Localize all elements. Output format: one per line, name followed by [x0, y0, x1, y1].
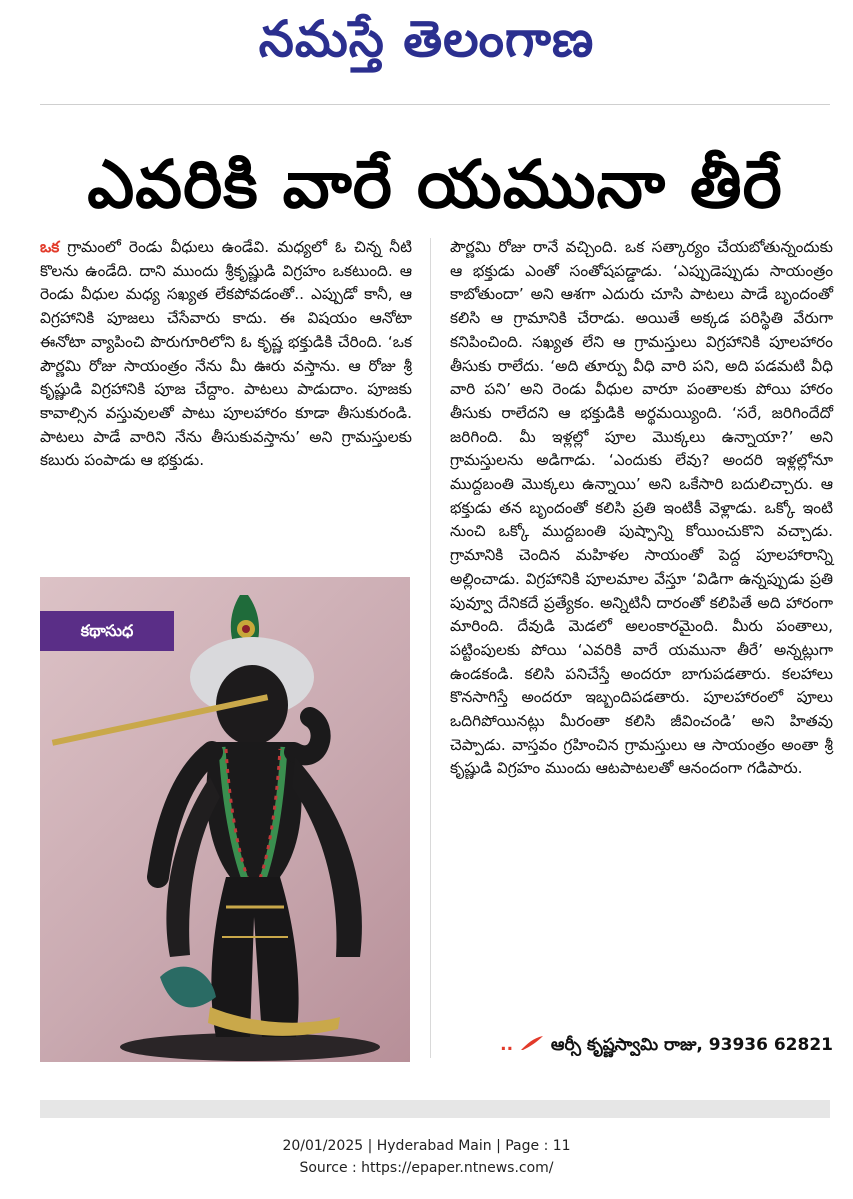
- article-column-right: [450, 236, 833, 781]
- footer-source: Source : https://epaper.ntnews.com/: [299, 1160, 554, 1176]
- byline-dots: ..: [500, 1035, 514, 1055]
- left-column-text: గ్రామంలో రెండు వీధులు ఉండేవి. మధ్యలో ఓ చిన్న నీటి కొలను ఉండేది. దాని ముందు శ్రీకృష్ణుడి విగ్రహం ఒకటుంది. ఆ రెండు వీధుల మధ్య సఖ్యత లేకపోవడంతో.. ఎప్పుడో కానీ, ఆ విగ్రహానికి పూజలు చేసేవారు కాదు. ఈ విషయం ఆనోటా ఈనోటా వ్యాపించి పొరుగూరిలోని ఓ కృష్ణ భక్తుడికి చేరింది. ‘ఒక పౌర్ణమి రోజు సాయంత్రం నేను మీ ఊరు వస్తాను. ఆ రోజు శ్రీ కృష్ణుడి విగ్రహానికి పూజ చేద్దాం. పాటలు పాడుదాం. పూజకు కావాల్సిన వస్తువులతో పాటు పూలహారం కూడా తీసుకురండి. పాటలు పాడే వారిని నేను తీసుకువస్తాను’ అని గ్రామస్తులకు కబురు పంపాడు ఆ భక్తుడు.: [40, 238, 412, 470]
- column-divider: [430, 238, 431, 1058]
- author-byline: [412, 1030, 833, 1060]
- masthead-divider: [40, 104, 830, 105]
- article-column-left: [40, 236, 412, 473]
- page-bottom-band: [40, 1100, 830, 1118]
- article-headline: ఎవరికి వారే యమునా తీరే: [87, 146, 783, 223]
- right-column-text: పౌర్ణమి రోజు రానే వచ్చింది. ఒక సత్కార్యం చేయబోతున్నందుకు ఆ భక్తుడు ఎంతో సంతోషపడ్డాడు. ‘ఎప్పుడెప్పుడు సాయంత్రం కాబోతుందా’ అని ఆశగా ఎదురు చూసి పాటలు పాడే బృందంతో కలిసి ఆ గ్రామానికి చేరాడు. అయితే అక్కడ పరిస్థితి వేరుగా కనిపించింది. సఖ్యత లేని ఆ గ్రామస్తులు విగ్రహానికి పూలహారం తీసుకు రాలేదు. ‘అది తూర్పు వీధి వారి పని, అది పడమటి వీధి వారి పని’ అని రెండు వీధుల వారూ పంతాలకు పోయి హారం తీసుకు రాలేదని ఆ భక్తుడికి అర్థమయ్యింది. ‘సరే, జరిగిందేదో జరిగింది. మీ ఇళ్లల్లో పూల మొక్కలు ఉన్నాయా?’ అని గ్రామస్తులను అడిగాడు. ‘ఎందుకు లేవు? అందరి ఇళ్లల్లోనూ ముద్దబంతి మొక్కలు ఉన్నాయి’ అని ఒకేసారి బదులిచ్చారు. ఆ భక్తుడు తన బృందంతో కలిసి ప్రతి ఇంటికీ వెళ్లాడు. ఒక్కో ఇంటి నుంచి ఒక్కో ముద్దబంతి పుష్పాన్ని కోయించుకొని వచ్చాడు. గ్రామానికి చెందిన మహిళల సాయంతో పెద్ద పూలహారాన్ని అల్లించాడు. విగ్రహానికి పూలమాల వేస్తూ ‘విడిగా ఉన్నప్పుడు ప్రతి పువ్వూ దేనికదే ప్రత్యేకం. అన్నిటినీ దారంతో కలిపితే అది హారంగా మారింది. దేవుడి మెడలో అలంకారమైంది. మీరు పంతాలు, పట్టింపులకు పోయి ‘ఎవరికి వారే యమునా తీరే’ అన్నట్లుగా ఉండకండి. కలిసి పనిచేస్తే అందరూ బాగుపడతారు. కలహాలు కొనసాగిస్తే అందరూ ఇబ్బందిపడతారు. పూలహారంలో పూలు ఒదిగిపోయినట్లు మీరంతా కలిసి జీవించండి’ అని హితవు చెప్పాడు. వాస్తవం గ్రహించిన గ్రామస్తులు ఆ సాయంత్రం అంతా శ్రీ కృష్ణుడి విగ్రహం ముందు ఆటపాటలతో ఆనందంగా గడిపారు.: [450, 238, 833, 778]
- footer-dateline: 20/01/2025 | Hyderabad Main | Page : 11: [282, 1138, 571, 1154]
- photo-section-tag: కథాసుధ: [40, 611, 174, 651]
- byline-author: ఆర్సీ కృష్ణస్వామి రాజు,: [550, 1035, 703, 1055]
- pen-icon: [519, 1034, 545, 1052]
- masthead-title: నమస్తే తెలంగాణ: [258, 10, 595, 68]
- lead-word: ఒక: [40, 238, 60, 256]
- byline-phone: 93936 62821: [708, 1035, 833, 1055]
